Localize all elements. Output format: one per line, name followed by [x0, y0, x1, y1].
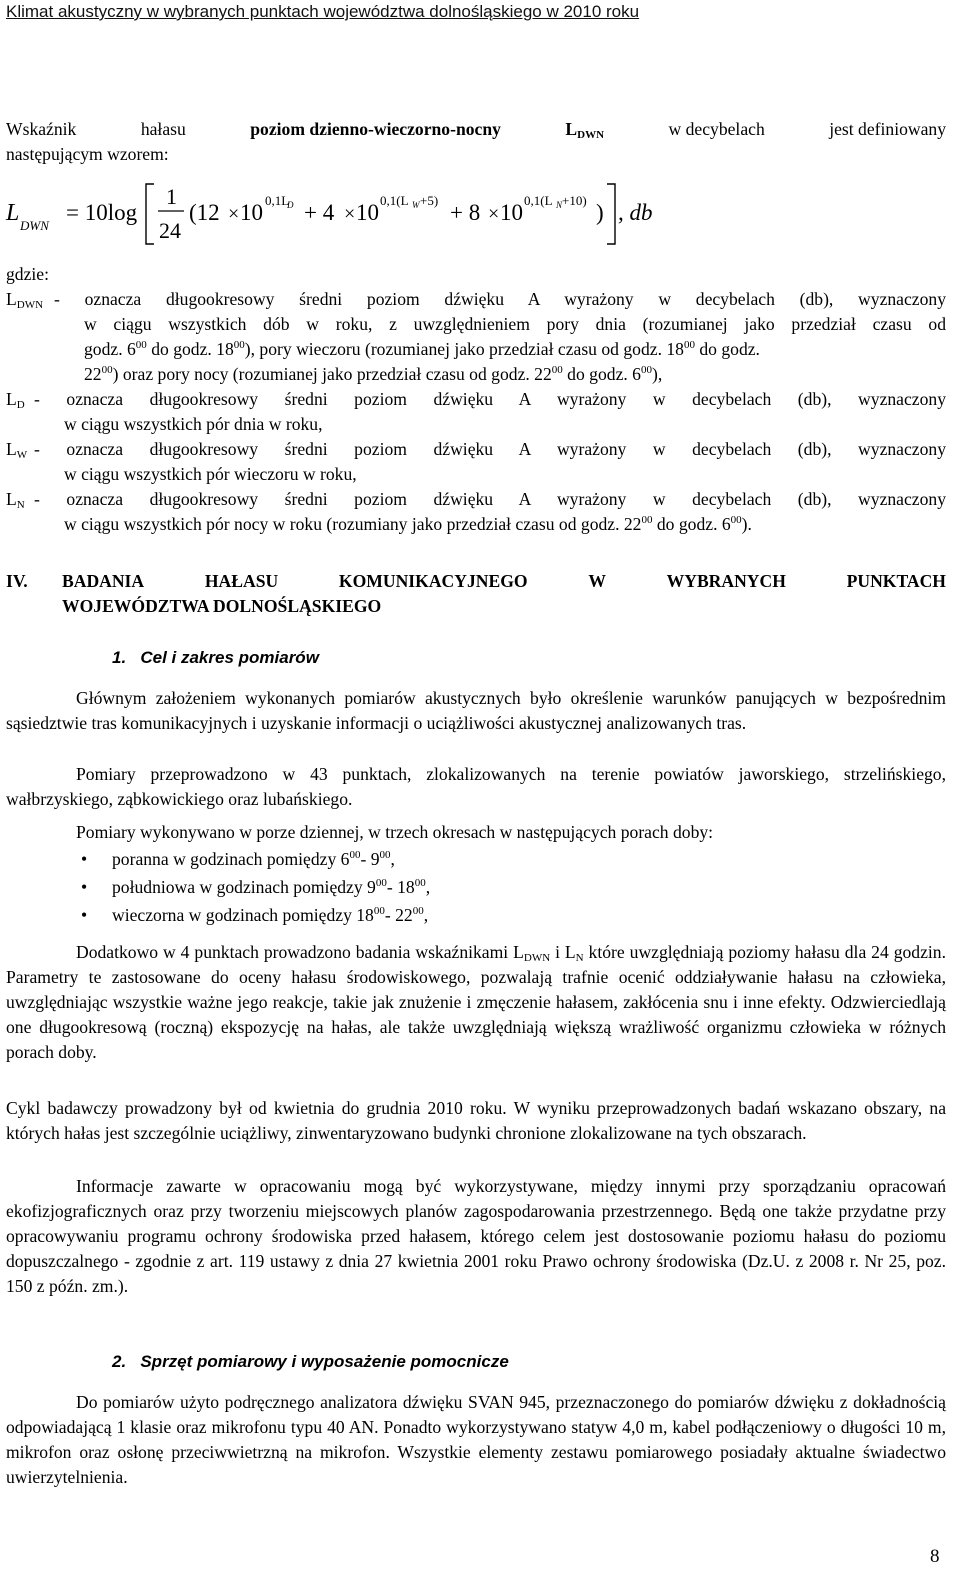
formula-exp-3: 0,1(L [524, 193, 553, 208]
where-label: gdzie: [6, 264, 49, 284]
intro-word: w decybelach [668, 119, 765, 139]
page-number: 8 [930, 1546, 940, 1567]
formula-exp-2: 0,1(L [380, 193, 409, 208]
subsection-heading-1: 1. Cel i zakres pomiarów [112, 648, 319, 667]
definition-text: w ciągu wszystkich pór dnia w roku, [64, 414, 323, 434]
paragraph-cycle: Cykl badawczy prowadzony był od kwietnia do grudnia 2010 roku. W wyniku przeprowadzonych badań wskazano obszary, na których hałas jest szczególnie uciążliwy, zinwentaryzowano budynki chronione zlokalizowane na tych obszarach. [6, 1098, 946, 1143]
periods-list [6, 847, 946, 928]
formula-plus-2: + 8 [450, 200, 481, 225]
definition-text: $22^{00}$) oraz pory nocy (rozumianej jako przedział czasu od godz. $22^{00}$ do godz. $6^{00}$), [84, 364, 663, 384]
formula-close: ) [596, 200, 604, 225]
formula-ten-1: 10 [240, 200, 263, 225]
formula-plus-1: + 4 [304, 200, 335, 225]
formula-lhs: L [6, 200, 20, 226]
formula-lhs-sub: DWN [20, 218, 49, 233]
indicator-symbol: $L_{DWN}$ [565, 119, 605, 141]
definition-text: godz. $6^{00}$ do godz. $18^{00}$), pory wieczoru (rozumianej jako przedział czasu od godz. $18^{00}$ do godz. [84, 339, 760, 359]
bullet-icon: • [81, 849, 88, 869]
formula-ten-3: 10 [500, 200, 523, 225]
definition-symbol: $L_W$ [6, 439, 28, 461]
bullet-icon: • [81, 877, 88, 897]
formula-exp-3-rest: +10) [562, 193, 587, 208]
formula-exp-3-sub: N [556, 200, 563, 210]
times-2: × [344, 203, 356, 225]
formula-exp-1: 0,1L [265, 193, 290, 208]
right-bracket [607, 184, 615, 244]
definition-text: - oznacza długookresowy średni poziom dźwięku A wyrażony w decybelach (db), wyznaczony [34, 489, 946, 509]
definition-text: w ciągu wszystkich pór nocy w roku (rozumiany jako przedział czasu od godz. $22^{00}$ do godz. $6^{00}$). [64, 514, 752, 534]
left-bracket [146, 184, 154, 244]
list-item: • wieczorna w godzinach pomiędzy $18^{00}-$ $22^{00}$, [6, 903, 946, 928]
paragraph-usage: Informacje zawarte w opracowaniu mogą być wykorzystywane, między innymi przy sporządzaniu opracowań ekofizjograficznych oraz przy tworzeniu miejscowych planów zagospodarowania przestrzennego. Będą one także przydatne przy opracowywaniu programu ochrony środowiska przed hałasem, którego celem jest dostosowanie poziomu hałasu do poziomu dopuszczalnego - zgodnie z art. 119 ustawy z dnia 27 kwietnia 2001 roku Prawo ochrony środowiska (Dz.U. z 2008 r. Nr 25, poz. 150 z późn. zm.). [6, 1176, 946, 1296]
formula-open: (12 [189, 200, 220, 225]
intro-line-2: następującym wzorem: [6, 144, 169, 164]
section-number: IV. [6, 571, 28, 591]
section-heading-iv [6, 569, 946, 619]
section-title-line-2: WOJEWÓDZTWA DOLNOŚLĄSKIEGO [62, 596, 382, 616]
times-3: × [488, 203, 500, 225]
definition-symbol: $L_N$ [6, 489, 25, 511]
paragraph-additional: Dodatkowo w 4 punktach prowadzono badania wskaźnikami $L_{DWN}$ i $L_N$ które uwzględniają poziomy hałasu dla 24 godzin. Parametry te zastosowane do oceny hałasu środowiskowego, pozwalają trafnie ocenić oddziaływanie hałasu na człowieka, uwzględniając wszystkie ważne jego reakcje, takie jak znużenie i zmęczenie hałasem, zakłócenia snu i inne efekty. Odzwierciedlają one długookresową (roczną) ekspozycję na hałas, ale także uwzględniają większą wrażliwość organizmu człowieka w różnych porach doby. [6, 942, 946, 1062]
intro-paragraph [6, 117, 946, 167]
paragraph-goal: Głównym założeniem wykonanych pomiarów akustycznych było określenie warunków panujących w bezpośrednim sąsiedztwie tras komunikacyjnych i uzyskanie informacji o uciążliwości akustycznej analizowanych tras. [6, 688, 946, 733]
formula-exp-2-rest: +5) [420, 193, 439, 208]
intro-word: Wskaźnik [6, 119, 77, 139]
ldwn-formula [6, 180, 686, 248]
definition-symbol: $L_{DWN}$ [6, 289, 44, 311]
formula-ten-2: 10 [356, 200, 379, 225]
list-item: • poranna w godzinach pomiędzy $6^{00}-$ $9^{00}$, [6, 847, 946, 872]
definition-ldwn [6, 287, 946, 387]
definition-text: - oznacza długookresowy średni poziom dźwięku A wyrażony w decybelach (db), wyznaczony [34, 389, 946, 409]
intro-line-1 [6, 117, 946, 142]
fraction-denominator: 24 [159, 218, 181, 243]
intro-word: hałasu [140, 119, 186, 139]
indicator-name: poziom dzienno-wieczorno-nocny [250, 119, 501, 139]
paragraph-equipment: Do pomiarów użyto podręcznego analizatora dźwięku SVAN 945, przeznaczonego do pomiarów dźwięku z dokładnością odpowiadającą 1 klasie oraz mikrofonu typu 40 AN. Ponadto wykorzystywano statyw 4,0 m, kabel podłączeniowy o długości 10 m, mikrofon oraz osłonę przeciwwietrzną na mikrofon. Wszystkie elementy zestawu pomiarowego posiadały aktualne świadectwo uwierzytelnienia. [6, 1392, 946, 1487]
definitions-list [6, 287, 946, 537]
formula-graphic [6, 180, 686, 248]
definition-ln [6, 487, 946, 537]
formula-unit: , db [618, 200, 653, 225]
definition-ld [6, 387, 946, 437]
definition-text: w ciągu wszystkich pór wieczoru w roku, [64, 464, 357, 484]
definition-text: w ciągu wszystkich dób w roku, z uwzględnieniem pory dnia (rozumianej jako przedział czasu od [84, 314, 946, 334]
formula-eq: = 10log [66, 200, 138, 225]
fraction-numerator: 1 [166, 184, 177, 209]
bullet-icon: • [81, 905, 88, 925]
intro-word: jest definiowany [829, 119, 946, 139]
definition-text: - oznacza długookresowy średni poziom dźwięku A wyrażony w decybelach (db), wyznaczony [34, 439, 946, 459]
definition-lw [6, 437, 946, 487]
running-header: Klimat akustyczny w wybranych punktach województwa dolnośląskiego w 2010 roku [6, 2, 640, 21]
definition-text: - oznacza długookresowy średni poziom dźwięku A wyrażony w decybelach (db), wyznaczony [54, 289, 946, 309]
formula-exp-1-sub: D [287, 200, 294, 210]
list-item: • południowa w godzinach pomiędzy $9^{00}-$ $18^{00}$, [6, 875, 946, 900]
paragraph-points: Pomiary przeprowadzono w 43 punktach, zlokalizowanych na terenie powiatów jaworskiego, strzelińskiego, wałbrzyskiego, ząbkowickiego oraz lubańskiego. [6, 764, 946, 809]
definition-symbol: $L_D$ [6, 389, 25, 411]
paragraph-periods: Pomiary wykonywano w porze dziennej, w trzech okresach w następujących porach doby: [76, 822, 714, 842]
section-title: BADANIA HAŁASU KOMUNIKACYJNEGO W WYBRANYCH PUNKTACH [62, 571, 946, 591]
subsection-heading-2: 2. Sprzęt pomiarowy i wyposażenie pomocnicze [112, 1352, 509, 1371]
times-1: × [228, 203, 240, 225]
formula-exp-2-sub: W [412, 200, 420, 210]
